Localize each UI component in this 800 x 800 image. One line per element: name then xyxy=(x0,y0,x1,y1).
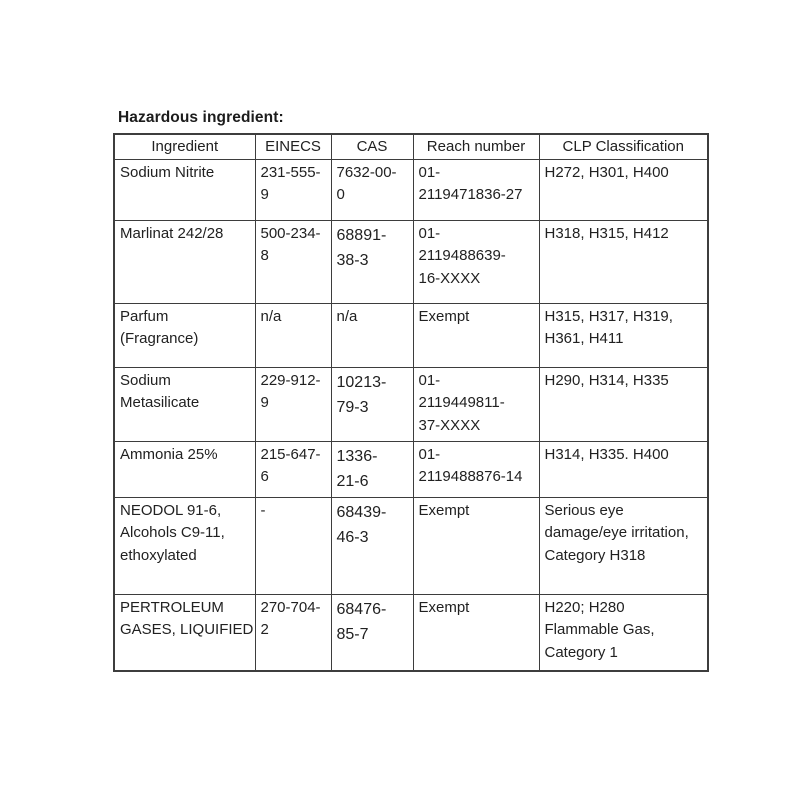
cell-line: 01- xyxy=(418,445,441,463)
cell-clp-classification xyxy=(539,303,708,367)
cell-ingredient xyxy=(114,497,255,594)
cell-line: 500-234- xyxy=(260,224,321,242)
cell-reach-number xyxy=(413,497,539,594)
cell-line: 9 xyxy=(260,186,269,203)
table-row xyxy=(114,303,708,367)
table-body xyxy=(114,159,708,671)
section-title: Hazardous ingredient: xyxy=(118,109,284,126)
cell-reach-number xyxy=(413,367,539,441)
cell-line: H272, H301, H400 xyxy=(544,163,669,181)
cell-line: - xyxy=(260,501,266,519)
cell-line: 21-6 xyxy=(336,473,369,490)
cell-line: 01- xyxy=(418,224,441,242)
cell-line: 16-XXXX xyxy=(418,269,481,287)
cell-line: 2119488639- xyxy=(418,247,506,264)
cell-reach-number xyxy=(413,594,539,671)
cell-ingredient xyxy=(114,441,255,497)
cell-line: 38-3 xyxy=(336,252,369,269)
cell-line: Marlinat 242/28 xyxy=(120,224,224,242)
cell-einecs xyxy=(255,159,331,220)
cell-line: 229-912- xyxy=(260,371,321,389)
cell-reach-number xyxy=(413,220,539,303)
cell-line: 01- xyxy=(418,371,441,389)
cell-line: H361, H411 xyxy=(544,330,624,347)
cell-ingredient xyxy=(114,367,255,441)
cell-line: H315, H317, H319, xyxy=(544,307,673,325)
cell-line: 231-555- xyxy=(260,163,321,181)
table-row xyxy=(114,159,708,220)
cell-clp-classification xyxy=(539,594,708,671)
cell-line: 68476- xyxy=(336,600,387,618)
cell-line: H290, H314, H335 xyxy=(544,371,669,389)
cell-line: Metasilicate xyxy=(120,394,200,411)
cell-cas xyxy=(331,303,413,367)
cell-line: 6 xyxy=(260,468,269,485)
header-row xyxy=(114,134,708,159)
cell-ingredient xyxy=(114,220,255,303)
cell-line: (Fragrance) xyxy=(120,330,199,347)
cell-line: 215-647- xyxy=(260,445,321,463)
cell-einecs xyxy=(255,303,331,367)
header-cell-reach-number: Reach number xyxy=(413,134,539,159)
cell-line: Sodium xyxy=(120,371,171,389)
cell-line: H314, H335. H400 xyxy=(544,445,669,463)
cell-ingredient xyxy=(114,159,255,220)
cell-line: Exempt xyxy=(418,307,470,325)
cell-reach-number xyxy=(413,441,539,497)
cell-line: 85-7 xyxy=(336,626,369,643)
cell-line: 9 xyxy=(260,394,269,411)
cell-line: Parfum xyxy=(120,307,169,325)
cell-einecs xyxy=(255,220,331,303)
cell-cas xyxy=(331,220,413,303)
cell-line: 10213- xyxy=(336,373,387,391)
header-cell-einecs: EINECS xyxy=(255,134,331,159)
cell-line: 68891- xyxy=(336,226,387,244)
cell-line: 2119471836-27 xyxy=(418,186,523,203)
cell-line: Category H318 xyxy=(544,546,646,564)
cell-clp-classification xyxy=(539,367,708,441)
hazardous-ingredients-table xyxy=(113,133,709,672)
cell-line: Alcohols C9-11, xyxy=(120,524,225,541)
header-cell-ingredient: Ingredient xyxy=(114,134,255,159)
table-row xyxy=(114,594,708,671)
cell-cas xyxy=(331,159,413,220)
cell-line: ethoxylated xyxy=(120,546,197,564)
table-row xyxy=(114,441,708,497)
cell-clp-classification xyxy=(539,159,708,220)
cell-cas xyxy=(331,441,413,497)
cell-einecs xyxy=(255,441,331,497)
cell-cas xyxy=(331,594,413,671)
cell-line: 1336- xyxy=(336,447,378,465)
cell-line: 2119449811- xyxy=(418,394,505,411)
header-cell-cas: CAS xyxy=(331,134,413,159)
table-row xyxy=(114,220,708,303)
cell-line: 37-XXXX xyxy=(418,416,481,434)
table-row xyxy=(114,497,708,594)
cell-line: 2119488876-14 xyxy=(418,468,523,485)
cell-reach-number xyxy=(413,303,539,367)
cell-ingredient xyxy=(114,594,255,671)
cell-einecs xyxy=(255,594,331,671)
cell-line: 2 xyxy=(260,621,269,638)
cell-line: 0 xyxy=(336,186,345,203)
document-content xyxy=(113,108,709,672)
cell-line: n/a xyxy=(336,307,358,325)
cell-line: 79-3 xyxy=(336,399,369,416)
cell-line: 7632-00- xyxy=(336,163,397,181)
cell-line: Flammable Gas, xyxy=(544,621,655,638)
header-cell-clp-classification: CLP Classification xyxy=(539,134,708,159)
cell-clp-classification xyxy=(539,220,708,303)
cell-line: 270-704- xyxy=(260,598,321,616)
cell-line: Exempt xyxy=(418,501,470,519)
cell-line: Exempt xyxy=(418,598,470,616)
cell-line: 01- xyxy=(418,163,441,181)
cell-cas xyxy=(331,497,413,594)
cell-clp-classification xyxy=(539,497,708,594)
cell-line: GASES, LIQUIFIED xyxy=(120,621,254,638)
cell-line: H318, H315, H412 xyxy=(544,224,669,242)
cell-line: 68439- xyxy=(336,503,387,521)
cell-line: H220; H280 xyxy=(544,598,625,616)
cell-line: n/a xyxy=(260,307,282,325)
cell-cas xyxy=(331,367,413,441)
cell-ingredient xyxy=(114,303,255,367)
cell-line: PERTROLEUM xyxy=(120,598,224,616)
cell-line: NEODOL 91-6, xyxy=(120,501,222,519)
cell-einecs xyxy=(255,497,331,594)
cell-line: damage/eye irritation, xyxy=(544,524,689,541)
cell-line: Category 1 xyxy=(544,643,618,661)
cell-einecs xyxy=(255,367,331,441)
table-row xyxy=(114,367,708,441)
cell-line: 46-3 xyxy=(336,529,369,546)
cell-reach-number xyxy=(413,159,539,220)
cell-line: Ammonia 25% xyxy=(120,445,218,463)
cell-line: Serious eye xyxy=(544,501,624,519)
cell-line: 8 xyxy=(260,247,269,264)
cell-clp-classification xyxy=(539,441,708,497)
cell-line: Sodium Nitrite xyxy=(120,163,215,181)
